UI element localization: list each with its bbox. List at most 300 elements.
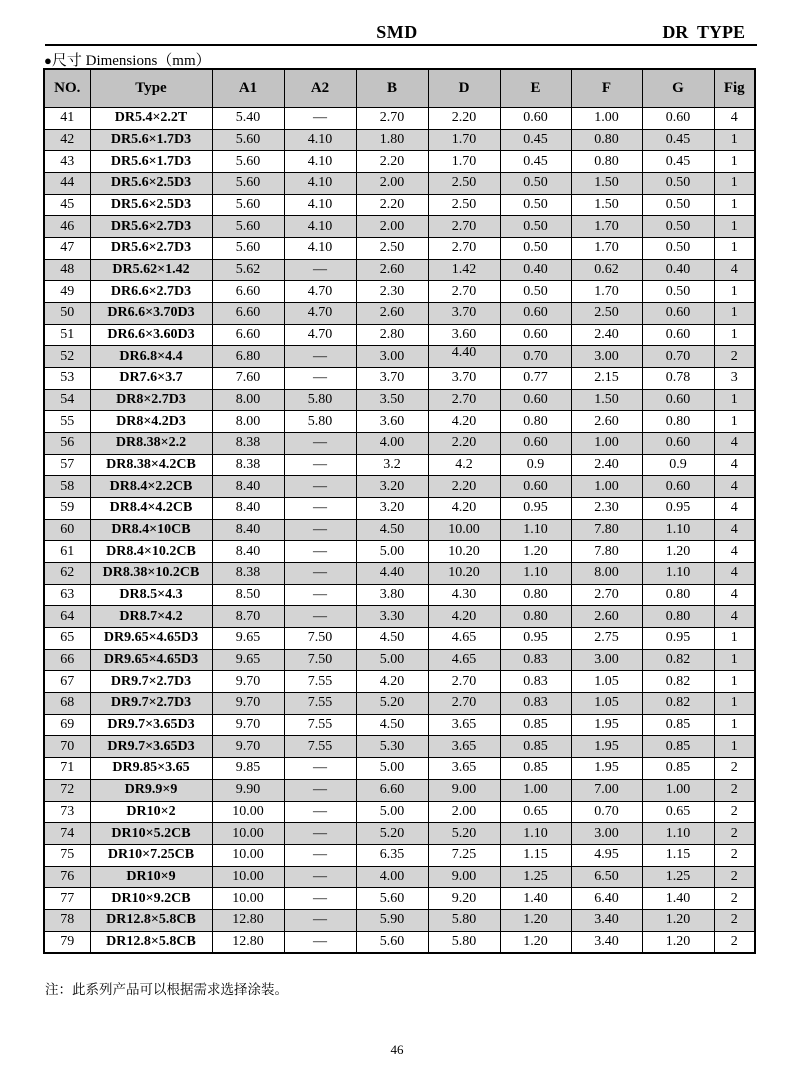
cell-fig: 2 xyxy=(714,844,755,866)
cell-b: 5.00 xyxy=(356,541,428,563)
cell-f: 0.62 xyxy=(571,259,642,281)
cell-a2: — xyxy=(284,433,356,455)
cell-fig: 1 xyxy=(714,693,755,715)
cell-no: 51 xyxy=(44,324,90,346)
cell-e: 0.60 xyxy=(500,324,571,346)
cell-fig: 2 xyxy=(714,888,755,910)
cell-fig: 4 xyxy=(714,454,755,476)
cell-no: 43 xyxy=(44,151,90,173)
cell-d: 2.70 xyxy=(428,671,500,693)
cell-type: DR5.6×1.7D3 xyxy=(90,129,212,151)
column-header-b: B xyxy=(356,69,428,108)
table-row xyxy=(44,368,755,390)
cell-a1: 5.40 xyxy=(212,108,284,130)
table-row xyxy=(44,129,755,151)
cell-e: 0.40 xyxy=(500,259,571,281)
cell-a2: 4.10 xyxy=(284,151,356,173)
cell-no: 64 xyxy=(44,606,90,628)
cell-e: 0.83 xyxy=(500,649,571,671)
table-row xyxy=(44,714,755,736)
cell-fig: 1 xyxy=(714,714,755,736)
cell-e: 0.50 xyxy=(500,238,571,260)
cell-no: 52 xyxy=(44,346,90,368)
cell-no: 62 xyxy=(44,563,90,585)
cell-type: DR5.4×2.2T xyxy=(90,108,212,130)
cell-no: 69 xyxy=(44,714,90,736)
cell-fig: 4 xyxy=(714,584,755,606)
cell-type: DR8.4×4.2CB xyxy=(90,498,212,520)
cell-a2: 7.55 xyxy=(284,714,356,736)
table-row xyxy=(44,173,755,195)
cell-f: 0.80 xyxy=(571,151,642,173)
cell-b: 3.80 xyxy=(356,584,428,606)
cell-g: 1.20 xyxy=(642,909,714,931)
cell-fig: 2 xyxy=(714,909,755,931)
cell-g: 0.45 xyxy=(642,129,714,151)
cell-d: 3.60 xyxy=(428,324,500,346)
cell-a2: — xyxy=(284,259,356,281)
header-title-smd: SMD xyxy=(376,22,418,42)
cell-d: 5.80 xyxy=(428,931,500,953)
cell-no: 79 xyxy=(44,931,90,953)
cell-b: 2.00 xyxy=(356,173,428,195)
cell-f: 2.75 xyxy=(571,628,642,650)
cell-d: 2.70 xyxy=(428,238,500,260)
cell-d: 7.25 xyxy=(428,844,500,866)
cell-fig: 1 xyxy=(714,151,755,173)
cell-a2: — xyxy=(284,779,356,801)
cell-a1: 10.00 xyxy=(212,866,284,888)
cell-g: 0.9 xyxy=(642,454,714,476)
cell-g: 0.60 xyxy=(642,303,714,325)
cell-a1: 8.40 xyxy=(212,541,284,563)
table-row xyxy=(44,194,755,216)
cell-a2: 4.10 xyxy=(284,238,356,260)
cell-fig: 1 xyxy=(714,324,755,346)
cell-a1: 12.80 xyxy=(212,931,284,953)
cell-e: 0.80 xyxy=(500,411,571,433)
cell-b: 2.70 xyxy=(356,108,428,130)
cell-a2: — xyxy=(284,844,356,866)
cell-a2: — xyxy=(284,108,356,130)
cell-type: DR9.7×2.7D3 xyxy=(90,693,212,715)
cell-no: 73 xyxy=(44,801,90,823)
cell-e: 1.40 xyxy=(500,888,571,910)
cell-a2: — xyxy=(284,498,356,520)
header-rule xyxy=(45,44,757,46)
cell-fig: 1 xyxy=(714,649,755,671)
cell-e: 0.60 xyxy=(500,303,571,325)
table-row xyxy=(44,498,755,520)
cell-type: DR5.6×2.5D3 xyxy=(90,194,212,216)
cell-no: 42 xyxy=(44,129,90,151)
cell-type: DR12.8×5.8CB xyxy=(90,931,212,953)
cell-f: 1.95 xyxy=(571,714,642,736)
table-row xyxy=(44,758,755,780)
table-row xyxy=(44,541,755,563)
cell-fig: 4 xyxy=(714,108,755,130)
cell-type: DR10×9 xyxy=(90,866,212,888)
cell-a2: 4.10 xyxy=(284,216,356,238)
cell-no: 58 xyxy=(44,476,90,498)
cell-g: 0.45 xyxy=(642,151,714,173)
cell-a1: 8.00 xyxy=(212,411,284,433)
cell-e: 0.60 xyxy=(500,389,571,411)
cell-e: 0.83 xyxy=(500,671,571,693)
cell-fig: 1 xyxy=(714,736,755,758)
cell-g: 1.15 xyxy=(642,844,714,866)
table-row xyxy=(44,346,755,368)
table-row xyxy=(44,519,755,541)
cell-type: DR8.38×10.2CB xyxy=(90,563,212,585)
cell-fig: 4 xyxy=(714,606,755,628)
cell-b: 5.00 xyxy=(356,649,428,671)
cell-g: 0.50 xyxy=(642,281,714,303)
cell-fig: 2 xyxy=(714,346,755,368)
cell-b: 4.00 xyxy=(356,866,428,888)
cell-type: DR9.65×4.65D3 xyxy=(90,628,212,650)
cell-f: 3.00 xyxy=(571,346,642,368)
cell-d: 3.70 xyxy=(428,368,500,390)
cell-fig: 4 xyxy=(714,476,755,498)
cell-g: 0.60 xyxy=(642,389,714,411)
cell-g: 0.80 xyxy=(642,411,714,433)
cell-g: 0.82 xyxy=(642,649,714,671)
cell-g: 0.60 xyxy=(642,108,714,130)
cell-g: 1.10 xyxy=(642,519,714,541)
cell-e: 1.20 xyxy=(500,909,571,931)
cell-type: DR8.4×2.2CB xyxy=(90,476,212,498)
cell-g: 0.65 xyxy=(642,801,714,823)
cell-g: 0.60 xyxy=(642,433,714,455)
cell-fig: 2 xyxy=(714,931,755,953)
cell-d: 4.30 xyxy=(428,584,500,606)
cell-a2: — xyxy=(284,584,356,606)
table-row xyxy=(44,779,755,801)
cell-a2: — xyxy=(284,606,356,628)
cell-type: DR5.6×2.7D3 xyxy=(90,238,212,260)
cell-a2: — xyxy=(284,476,356,498)
cell-b: 2.60 xyxy=(356,303,428,325)
cell-g: 0.60 xyxy=(642,476,714,498)
cell-fig: 2 xyxy=(714,823,755,845)
cell-fig: 1 xyxy=(714,671,755,693)
cell-no: 76 xyxy=(44,866,90,888)
cell-fig: 4 xyxy=(714,563,755,585)
cell-d: 5.20 xyxy=(428,823,500,845)
cell-e: 1.10 xyxy=(500,823,571,845)
cell-f: 0.70 xyxy=(571,801,642,823)
cell-b: 3.50 xyxy=(356,389,428,411)
cell-f: 1.70 xyxy=(571,216,642,238)
cell-no: 54 xyxy=(44,389,90,411)
cell-no: 61 xyxy=(44,541,90,563)
table-row xyxy=(44,736,755,758)
cell-fig: 1 xyxy=(714,238,755,260)
cell-d: 4.20 xyxy=(428,606,500,628)
cell-a2: 7.55 xyxy=(284,671,356,693)
cell-e: 0.45 xyxy=(500,151,571,173)
cell-a2: — xyxy=(284,823,356,845)
cell-a2: 4.10 xyxy=(284,129,356,151)
cell-b: 2.20 xyxy=(356,194,428,216)
cell-d: 2.50 xyxy=(428,194,500,216)
cell-f: 7.80 xyxy=(571,541,642,563)
cell-no: 74 xyxy=(44,823,90,845)
table-row xyxy=(44,628,755,650)
cell-fig: 1 xyxy=(714,216,755,238)
cell-no: 75 xyxy=(44,844,90,866)
cell-g: 0.50 xyxy=(642,173,714,195)
page-number: 46 xyxy=(390,1042,404,1057)
section-title xyxy=(44,49,211,70)
column-header-fig: Fig xyxy=(714,69,755,108)
cell-fig: 1 xyxy=(714,194,755,216)
table-row xyxy=(44,649,755,671)
cell-no: 50 xyxy=(44,303,90,325)
cell-d: 3.65 xyxy=(428,758,500,780)
cell-b: 4.50 xyxy=(356,714,428,736)
cell-f: 2.70 xyxy=(571,584,642,606)
cell-fig: 4 xyxy=(714,259,755,281)
cell-b: 1.80 xyxy=(356,129,428,151)
cell-d: 2.20 xyxy=(428,108,500,130)
cell-b: 3.20 xyxy=(356,498,428,520)
cell-type: DR9.7×2.7D3 xyxy=(90,671,212,693)
table-row xyxy=(44,671,755,693)
cell-a2: 5.80 xyxy=(284,411,356,433)
cell-type: DR12.8×5.8CB xyxy=(90,909,212,931)
cell-a1: 8.40 xyxy=(212,476,284,498)
cell-g: 0.60 xyxy=(642,324,714,346)
cell-f: 1.00 xyxy=(571,108,642,130)
cell-no: 70 xyxy=(44,736,90,758)
cell-d: 2.70 xyxy=(428,216,500,238)
cell-d: 3.65 xyxy=(428,736,500,758)
cell-a1: 8.38 xyxy=(212,433,284,455)
cell-a1: 8.00 xyxy=(212,389,284,411)
cell-d: 1.70 xyxy=(428,129,500,151)
cell-no: 55 xyxy=(44,411,90,433)
cell-f: 3.40 xyxy=(571,931,642,953)
cell-g: 1.20 xyxy=(642,931,714,953)
cell-a1: 7.60 xyxy=(212,368,284,390)
column-header-no: NO. xyxy=(44,69,90,108)
cell-b: 2.00 xyxy=(356,216,428,238)
cell-a1: 12.80 xyxy=(212,909,284,931)
cell-fig: 3 xyxy=(714,368,755,390)
cell-a1: 9.90 xyxy=(212,779,284,801)
table-row xyxy=(44,606,755,628)
cell-a1: 8.38 xyxy=(212,563,284,585)
cell-d: 10.00 xyxy=(428,519,500,541)
cell-g: 1.10 xyxy=(642,823,714,845)
cell-b: 3.20 xyxy=(356,476,428,498)
cell-a1: 5.60 xyxy=(212,173,284,195)
cell-a2: — xyxy=(284,931,356,953)
cell-e: 0.80 xyxy=(500,584,571,606)
cell-no: 47 xyxy=(44,238,90,260)
cell-d: 3.70 xyxy=(428,303,500,325)
column-header-a1: A1 xyxy=(212,69,284,108)
cell-f: 1.50 xyxy=(571,173,642,195)
table-row xyxy=(44,411,755,433)
cell-g: 1.10 xyxy=(642,563,714,585)
cell-no: 46 xyxy=(44,216,90,238)
cell-fig: 2 xyxy=(714,758,755,780)
cell-type: DR8.4×10.2CB xyxy=(90,541,212,563)
cell-f: 2.60 xyxy=(571,606,642,628)
table-row xyxy=(44,324,755,346)
cell-f: 1.95 xyxy=(571,758,642,780)
table-row xyxy=(44,823,755,845)
cell-e: 0.85 xyxy=(500,758,571,780)
cell-e: 0.85 xyxy=(500,714,571,736)
cell-fig: 2 xyxy=(714,779,755,801)
cell-f: 1.05 xyxy=(571,693,642,715)
cell-type: DR5.6×2.5D3 xyxy=(90,173,212,195)
cell-b: 4.00 xyxy=(356,433,428,455)
cell-d: 4.65 xyxy=(428,628,500,650)
column-header-type: Type xyxy=(90,69,212,108)
cell-fig: 1 xyxy=(714,411,755,433)
cell-a2: — xyxy=(284,541,356,563)
cell-type: DR9.85×3.65 xyxy=(90,758,212,780)
cell-a2: 7.55 xyxy=(284,693,356,715)
cell-b: 3.2 xyxy=(356,454,428,476)
cell-e: 1.15 xyxy=(500,844,571,866)
cell-g: 1.20 xyxy=(642,541,714,563)
cell-a1: 9.65 xyxy=(212,649,284,671)
cell-d: 4.2 xyxy=(428,454,500,476)
cell-a2: 7.50 xyxy=(284,649,356,671)
cell-b: 3.60 xyxy=(356,411,428,433)
cell-type: DR10×9.2CB xyxy=(90,888,212,910)
cell-b: 4.50 xyxy=(356,519,428,541)
cell-b: 3.00 xyxy=(356,346,428,368)
table-row xyxy=(44,866,755,888)
cell-a1: 8.38 xyxy=(212,454,284,476)
cell-d: 2.20 xyxy=(428,476,500,498)
cell-a2: — xyxy=(284,563,356,585)
cell-a1: 6.80 xyxy=(212,346,284,368)
cell-g: 0.50 xyxy=(642,216,714,238)
cell-no: 71 xyxy=(44,758,90,780)
cell-g: 0.82 xyxy=(642,671,714,693)
cell-a2: — xyxy=(284,801,356,823)
header-title-dr-type: DR TYPE xyxy=(662,22,745,42)
cell-g: 0.40 xyxy=(642,259,714,281)
cell-b: 2.80 xyxy=(356,324,428,346)
cell-d: 2.00 xyxy=(428,801,500,823)
cell-f: 3.00 xyxy=(571,823,642,845)
cell-no: 59 xyxy=(44,498,90,520)
cell-e: 1.00 xyxy=(500,779,571,801)
cell-fig: 1 xyxy=(714,303,755,325)
cell-a1: 6.60 xyxy=(212,303,284,325)
cell-f: 7.80 xyxy=(571,519,642,541)
cell-fig: 4 xyxy=(714,519,755,541)
cell-d: 4.20 xyxy=(428,411,500,433)
cell-d: 2.70 xyxy=(428,693,500,715)
table-row xyxy=(44,454,755,476)
cell-type: DR9.7×3.65D3 xyxy=(90,736,212,758)
cell-d: 4.20 xyxy=(428,498,500,520)
cell-fig: 4 xyxy=(714,433,755,455)
cell-a1: 8.70 xyxy=(212,606,284,628)
cell-no: 57 xyxy=(44,454,90,476)
cell-g: 0.50 xyxy=(642,194,714,216)
cell-d: 4.40 xyxy=(428,346,500,368)
cell-type: DR9.65×4.65D3 xyxy=(90,649,212,671)
cell-type: DR8×2.7D3 xyxy=(90,389,212,411)
cell-e: 0.95 xyxy=(500,498,571,520)
cell-no: 49 xyxy=(44,281,90,303)
cell-type: DR5.62×1.42 xyxy=(90,259,212,281)
cell-e: 0.50 xyxy=(500,173,571,195)
cell-no: 41 xyxy=(44,108,90,130)
cell-a1: 8.40 xyxy=(212,519,284,541)
cell-b: 5.00 xyxy=(356,758,428,780)
column-header-d: D xyxy=(428,69,500,108)
cell-d: 3.65 xyxy=(428,714,500,736)
cell-g: 0.85 xyxy=(642,714,714,736)
cell-g: 0.95 xyxy=(642,628,714,650)
cell-b: 5.00 xyxy=(356,801,428,823)
cell-a1: 9.70 xyxy=(212,714,284,736)
cell-d: 10.20 xyxy=(428,541,500,563)
cell-a1: 9.70 xyxy=(212,693,284,715)
cell-f: 4.95 xyxy=(571,844,642,866)
cell-type: DR8.7×4.2 xyxy=(90,606,212,628)
table-row xyxy=(44,259,755,281)
cell-f: 0.80 xyxy=(571,129,642,151)
cell-type: DR8.4×10CB xyxy=(90,519,212,541)
cell-a1: 5.60 xyxy=(212,129,284,151)
cell-type: DR8.38×4.2CB xyxy=(90,454,212,476)
cell-a1: 5.60 xyxy=(212,216,284,238)
cell-f: 1.05 xyxy=(571,671,642,693)
cell-no: 60 xyxy=(44,519,90,541)
cell-a1: 8.50 xyxy=(212,584,284,606)
cell-a2: 4.70 xyxy=(284,281,356,303)
cell-f: 2.60 xyxy=(571,411,642,433)
cell-g: 0.85 xyxy=(642,758,714,780)
cell-f: 1.70 xyxy=(571,238,642,260)
cell-f: 2.50 xyxy=(571,303,642,325)
cell-a2: 4.10 xyxy=(284,173,356,195)
cell-a2: — xyxy=(284,758,356,780)
cell-no: 56 xyxy=(44,433,90,455)
cell-f: 3.00 xyxy=(571,649,642,671)
cell-e: 0.60 xyxy=(500,108,571,130)
cell-e: 0.80 xyxy=(500,606,571,628)
cell-a2: — xyxy=(284,866,356,888)
cell-type: DR7.6×3.7 xyxy=(90,368,212,390)
cell-a2: 4.70 xyxy=(284,324,356,346)
column-header-e: E xyxy=(500,69,571,108)
cell-f: 1.50 xyxy=(571,389,642,411)
table-row xyxy=(44,693,755,715)
cell-e: 0.65 xyxy=(500,801,571,823)
table-row xyxy=(44,281,755,303)
cell-a1: 9.70 xyxy=(212,671,284,693)
cell-f: 1.00 xyxy=(571,476,642,498)
table-row xyxy=(44,801,755,823)
footnote: 注：此系列产品可以根据需求选择涂装。 xyxy=(45,982,288,997)
cell-e: 0.95 xyxy=(500,628,571,650)
cell-b: 5.20 xyxy=(356,823,428,845)
